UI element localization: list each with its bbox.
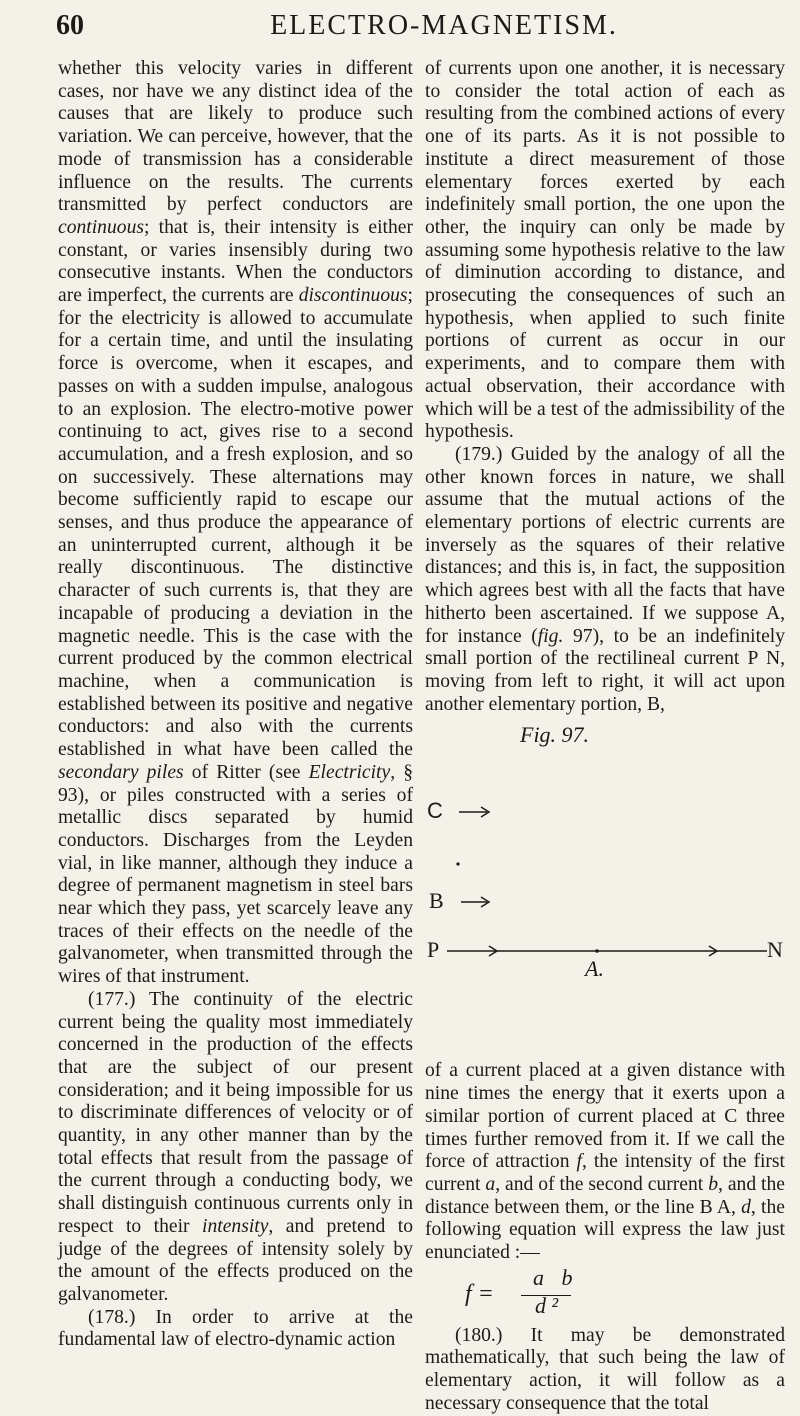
running-head: ELECTRO-MAGNETISM.: [270, 10, 618, 41]
figure-diagram: [425, 724, 785, 1054]
figure-label-c: C: [427, 798, 443, 824]
figure-97: [425, 724, 785, 1054]
paragraph-177: (177.) The continuity of the electric current being the quality most immediately concerned in the production of the effects that are the subject of our present consideration; and it being impossible for us to discriminate differences of velocity or of quantity, in any other manner than by the total effects that result from the passage of the current through a conducting body, we shall distinguish continuous currents only in respect to their intensity, and pretend to judge of the degrees of intensity solely by the amount of the effects produced on the galvanometer.: [58, 988, 413, 1305]
figure-caption: Fig. 97.: [520, 722, 590, 748]
paragraph: of currents upon one another, it is necessary to consider the total action of each as resulting from the combined actions of every one of its parts. As it is not possible to institute a direct measurement of those elementary forces exerted by each indefinitely small portion, the one upon the other, the inquiry can only be made by assuming some hypothesis relative to the law of diminution according to distance, and prosecuting the consequences of such an hypothesis, when applied to such finite portions of current as occur in our experiments, and to compare them with actual observation, their accordance with which will be a test of the admissibility of the hypothesis.: [425, 58, 785, 443]
formula-numerator: a b: [533, 1264, 579, 1290]
figure-label-p: P: [427, 937, 440, 963]
left-column: [58, 58, 413, 1352]
page-header: [0, 0, 800, 58]
point-a-marker: [595, 950, 599, 954]
figure-label-n: N: [767, 937, 783, 963]
paragraph: whether this velocity varies in different cases, nor have we any distinct idea of the causes that are likely to produce such variation. We can perceive, however, that the mode of transmission has a considerable influence on the results. The currents transmitted by perfect conductors are continuous; that is, their intensity is either constant, or varies insensibly during two consecutive instants. When the conductors are imperfect, the currents are discontinuous; for the electricity is allowed to accumulate for a certain time, and until the insulating force is overcome, when it escapes, and passes on with a sudden impulse, analogous to an explosion. The electro-motive power continuing to act, gives rise to a second accumulation, and a fresh explosion, and so on successively. These alternations may become sufficiently rapid to escape our senses, and thus produce the appearance of an uninterrupted current, although it be really discontinuous. The distinctive character of such currents is, that they are incapable of producing a deviation in the magnetic needle. This is the case with the current produced by the common electrical machine, when a communication is established between its positive and negative conductors: and also with the currents established in what have been called the secondary piles of Ritter (see Electricity, § 93), or piles constructed with a series of metallic discs separated by humid conductors. Discharges from the Leyden vial, in like manner, although they induce a degree of permanent magnetism in steel bars near which they pass, yet scarcely leave any traces of their effects on the needle of the galvanometer, when transmitted through the wires of that instrument.: [58, 58, 414, 988]
formula: [425, 1264, 785, 1321]
right-column: [425, 58, 785, 1416]
figure-label-a: A.: [585, 956, 604, 982]
formula-denominator: d ²: [535, 1292, 559, 1318]
paragraph: of a current placed at a given distance with nine times the energy that it exerts upon a similar portion of current placed at C three times further removed from it. If we call the force of attraction f, the intensity of the first current a, and of the second current b, and the distance between them, or the line B A, d, the following equation will express the law just enunciated :—: [425, 1060, 786, 1264]
figure-label-b: B: [429, 888, 444, 914]
paragraph-180: (180.) It may be demonstrated mathematically, that such being the law of elementary action, it will follow as a necessary consequence that the total: [425, 1324, 785, 1414]
page-number: 60: [56, 10, 84, 41]
formula-lhs: f =: [465, 1280, 494, 1307]
paragraph-179: (179.) Guided by the analogy of all the other known forces in nature, we shall assume that the mutual actions of the elementary portions of electric currents are inversely as the squares of their relative distances; and this is, in fact, the supposition which agrees best with all the facts that have hitherto been ascertained. If we suppose A, for instance (fig. 97), to be an indefinitely small portion of the rectilineal current P N, moving from left to right, it will act upon another elementary portion, B,: [425, 443, 786, 715]
paragraph-178: (178.) In order to arrive at the fundamental law of electro-dynamic action: [58, 1306, 413, 1351]
dot-marker: [456, 863, 459, 866]
